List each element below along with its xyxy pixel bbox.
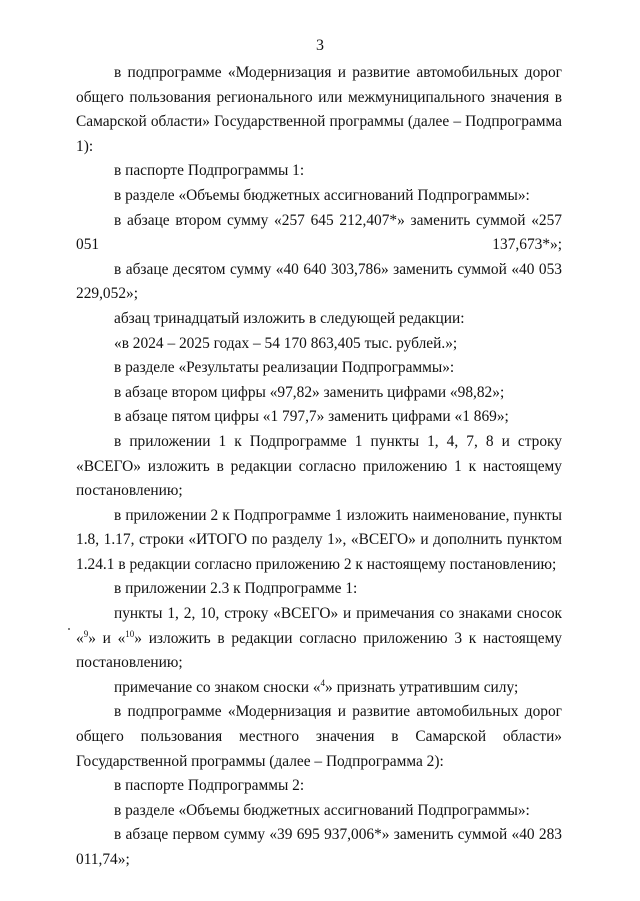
- paragraph-text: в приложении 2 к Подпрограмме 1 изложить наименование, пункты 1.8, 1.17, строки «ИТОГО по разделу 1», «ВСЕГО» и дополнить пунктом 1.24.1 в редакции согласно приложению 2 к настоящему постановлению;: [76, 506, 562, 573]
- footnote-mark: 4: [320, 677, 326, 688]
- paragraph-text: в абзаце втором сумму «257 645 212,407*» заменить суммой «257 051 137,673*»;: [76, 211, 562, 254]
- paragraph-text: в приложении 2.3 к Подпрограмме 1:: [114, 580, 358, 598]
- footnote-mark: 9: [83, 628, 89, 639]
- paragraph: [76, 307, 562, 332]
- paragraph-text: «в 2024 – 2025 годах – 54 170 863,405 тыс. рублей.»;: [114, 334, 458, 352]
- paragraph-text: в абзаце первом сумму «39 695 937,006*» заменить суммой «40 283 011,74»;: [76, 826, 562, 868]
- paragraph: [76, 332, 562, 357]
- page-number: 3: [316, 37, 324, 54]
- paragraph-text: в паспорте Подпрограммы 1:: [114, 162, 305, 180]
- scan-speck: [68, 628, 70, 630]
- paragraph: [76, 258, 562, 307]
- paragraph-text: » и «: [88, 629, 126, 647]
- paragraph: [76, 159, 562, 184]
- paragraph-text: в подпрограмме «Модернизация и развитие автомобильных дорог общего пользования регионального или межмуниципального значения в Самарской области» Государственной программы (далее – Подпрограмма 1):: [76, 64, 562, 155]
- paragraph-text: в приложении 1 к Подпрограмме 1 пункты 1, 4, 7, 8 и строку «ВСЕГО» изложить в редакции согласно приложению 1 к настоящему постановлению;: [76, 432, 562, 500]
- paragraph: [76, 823, 562, 872]
- paragraph: [76, 577, 562, 602]
- paragraph-text: » изложить в редакции согласно приложению 3 к настоящему постановлению;: [76, 629, 562, 672]
- paragraph: [76, 184, 562, 209]
- paragraph: [76, 676, 562, 701]
- paragraph: [76, 356, 562, 381]
- paragraph-text: » признать утратившим силу;: [325, 678, 519, 696]
- footnote-mark: 10: [125, 628, 135, 639]
- paragraph-text: в абзаце пятом цифры «1 797,7» заменить цифрами «1 869»;: [114, 408, 509, 426]
- paragraph-text: в подпрограмме «Модернизация и развитие автомобильных дорог общего пользования местного значения в Самарской области» Государственной программы (далее – Подпрограмма 2):: [76, 703, 562, 770]
- paragraph: [76, 602, 562, 676]
- paragraph: [76, 504, 562, 578]
- paragraph: [76, 700, 562, 774]
- paragraph-text: в разделе «Объемы бюджетных ассигнований Подпрограммы»:: [114, 801, 530, 819]
- paragraph-text: в паспорте Подпрограммы 2:: [114, 777, 305, 795]
- document-body: [76, 61, 562, 873]
- paragraph: [76, 774, 562, 799]
- paragraph-text: в абзаце втором цифры «97,82» заменить цифрами «98,82»;: [114, 383, 505, 401]
- paragraph: [76, 381, 562, 406]
- paragraph-text: в абзаце десятом сумму «40 640 303,786» заменить суммой «40 053 229,052»;: [76, 260, 562, 303]
- paragraph: [76, 405, 562, 430]
- paragraph-text: абзац тринадцатый изложить в следующей редакции:: [114, 309, 465, 327]
- paragraph: [76, 209, 562, 258]
- paragraph: [76, 430, 562, 504]
- paragraph-text: в разделе «Результаты реализации Подпрограммы»:: [114, 359, 455, 377]
- paragraph-text: в разделе «Объемы бюджетных ассигнований Подпрограммы»:: [114, 186, 530, 204]
- paragraph: [76, 61, 562, 159]
- paragraph-text: пункты 1, 2, 10, строку «ВСЕГО» и примечания со знаками сносок «: [76, 605, 562, 647]
- paragraph-text: примечание со знаком сноски «: [114, 678, 321, 696]
- paragraph: [76, 799, 562, 824]
